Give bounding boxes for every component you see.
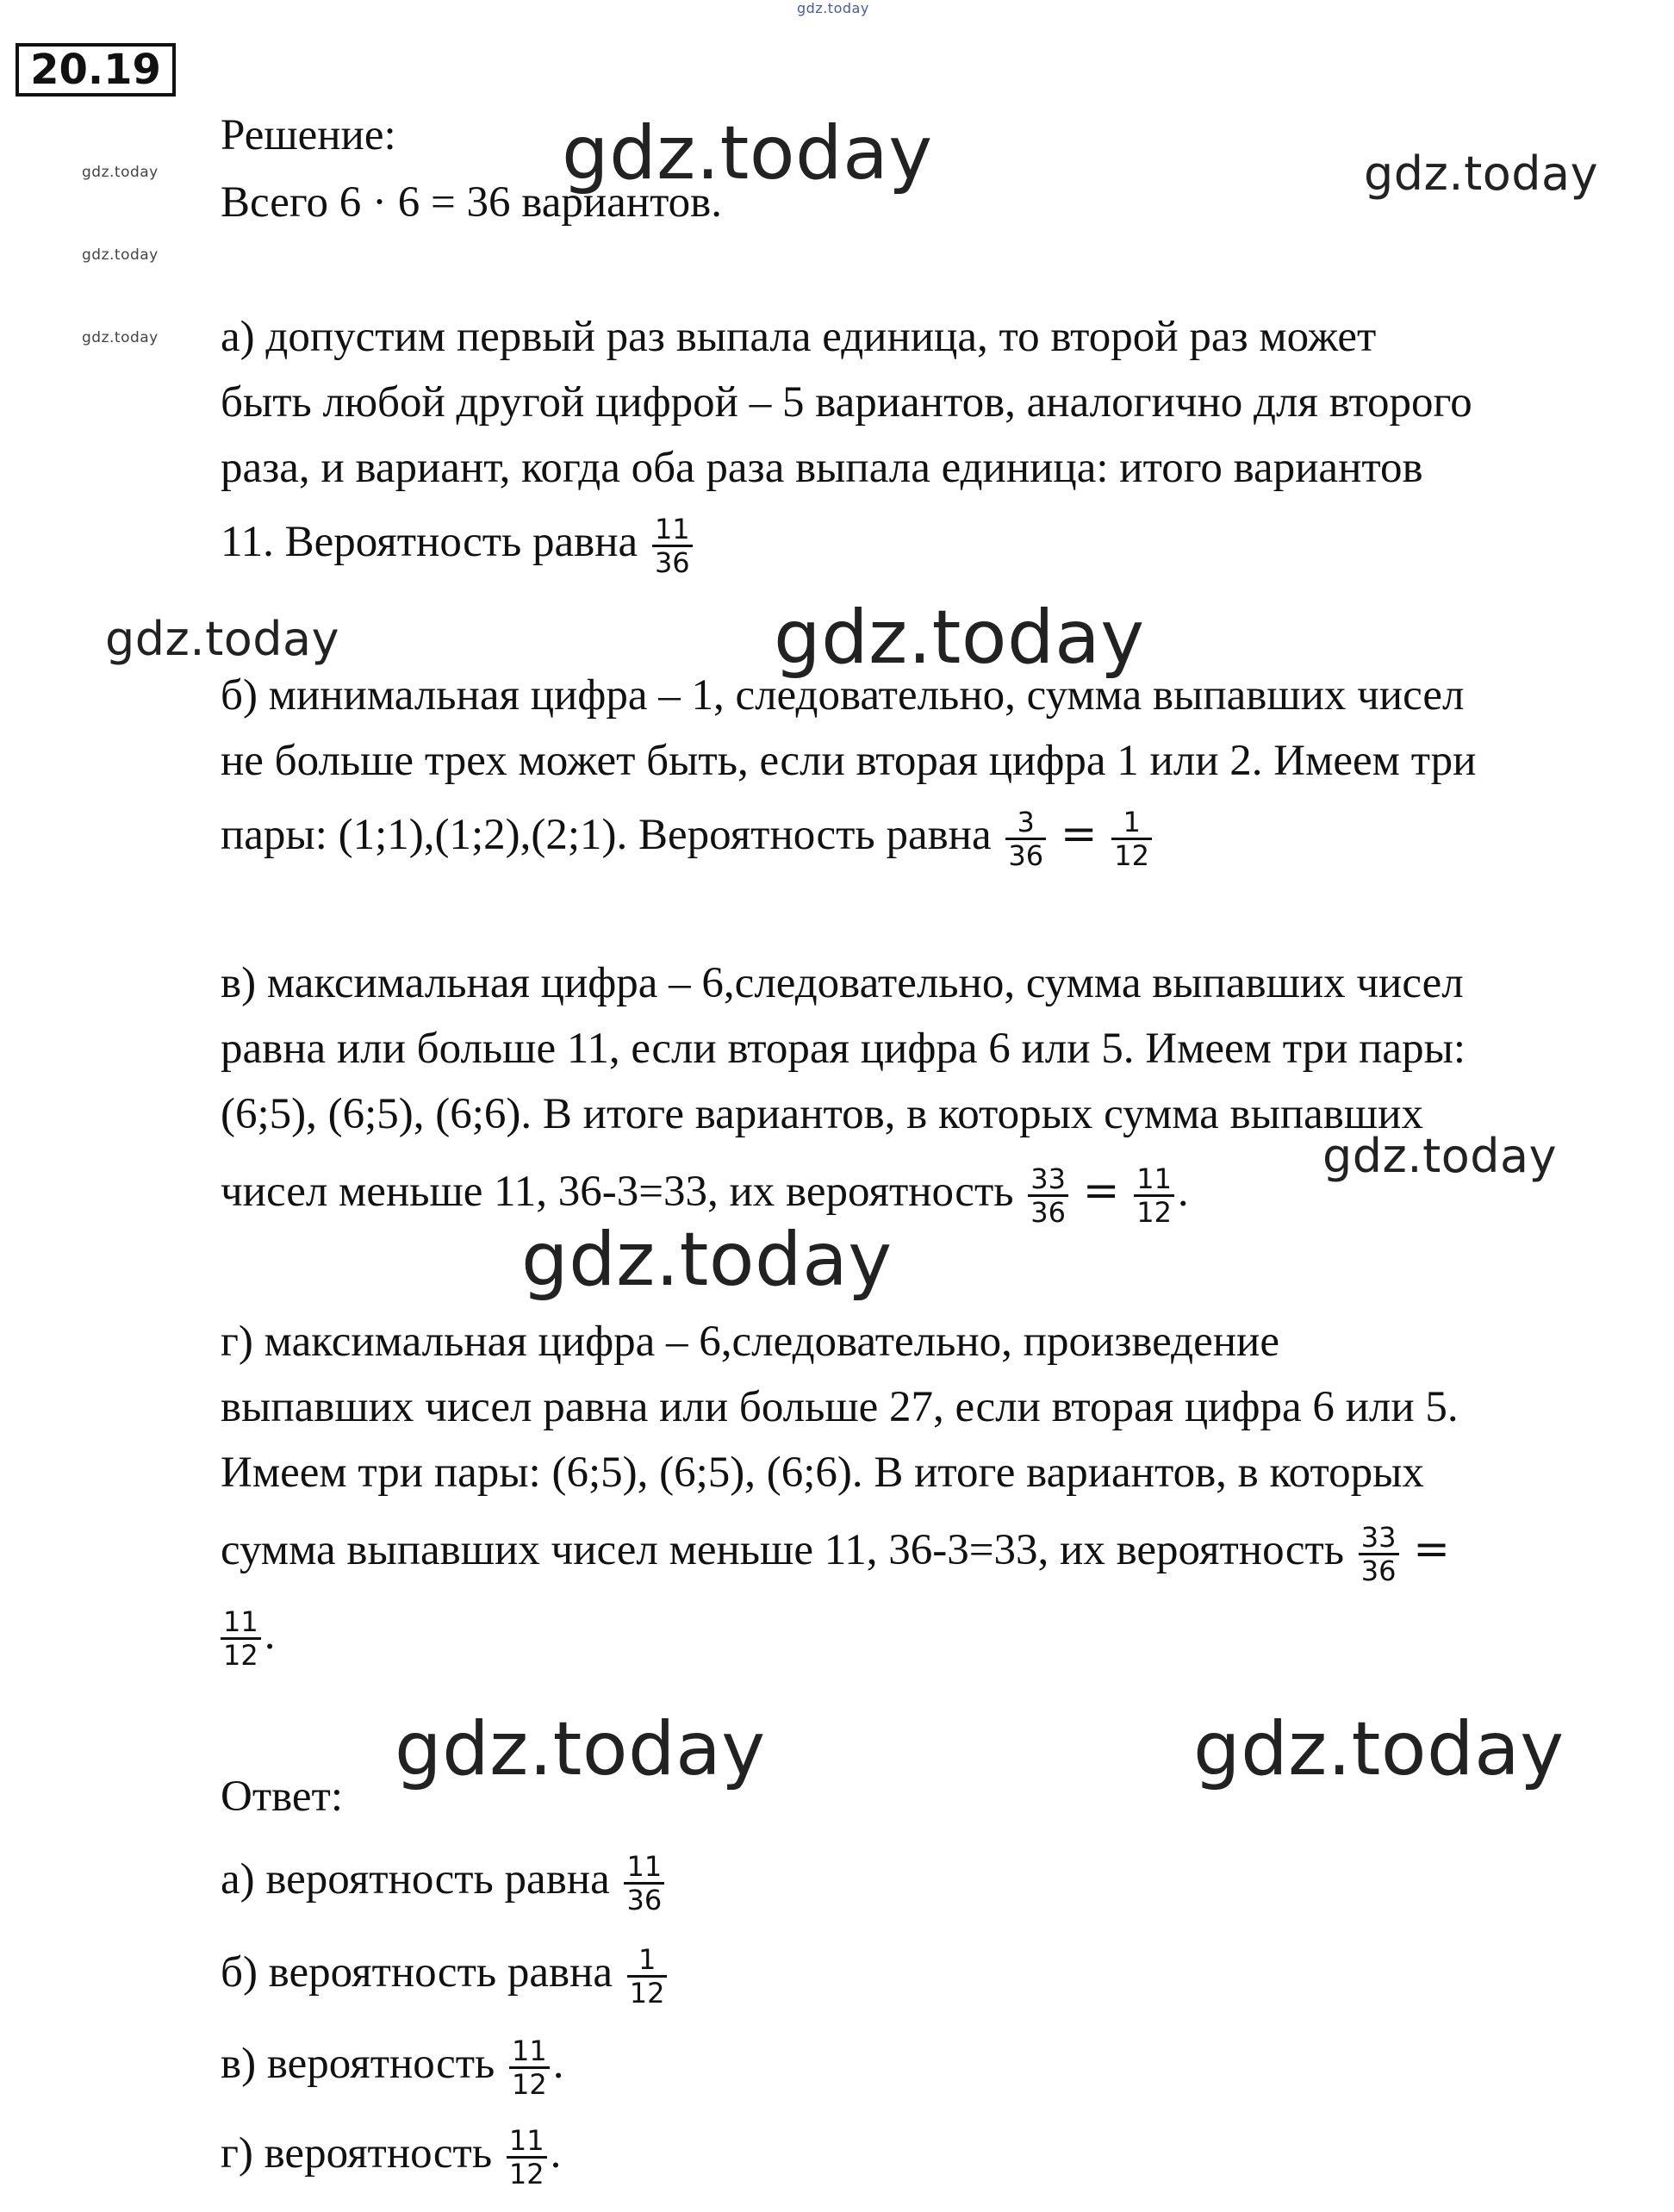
part-b-text: пары: (1;1),(1;2),(2;1). Вероятность равна [221, 811, 992, 860]
equals-sign: = [1413, 1524, 1450, 1576]
watermark-5: gdz.today [1322, 1129, 1558, 1183]
part-b-line-3 [221, 807, 1155, 871]
watermark-small-2: gdz.today [82, 246, 159, 264]
frac-denominator: 12 [509, 2066, 550, 2100]
frac-numerator: 11 [654, 513, 690, 545]
watermark-6: gdz.today [521, 1217, 893, 1303]
part-b-line-2: не больше трех может быть, если вторая цифра 1 или 2. Имеем три [221, 737, 1477, 785]
answer-a [221, 1851, 668, 1916]
part-d-line-1: г) максимальная цифра – 6,следовательно, произведение [221, 1318, 1279, 1366]
answer-b-fraction [627, 1944, 668, 2009]
frac-numerator: 11 [626, 1850, 663, 1883]
part-c-line-4 [221, 1163, 1189, 1228]
frac-denominator: 12 [1111, 838, 1152, 871]
answer-header: Ответ: [221, 1773, 343, 1821]
part-a-line-2: быть любой другой цифрой – 5 вариантов, аналогично для второго [221, 378, 1472, 427]
watermark-3: gdz.today [105, 612, 340, 666]
frac-denominator: 12 [221, 1637, 261, 1671]
answer-c-fraction [509, 2035, 550, 2100]
period: . [264, 1611, 276, 1660]
part-c-line-1: в) максимальная цифра – 6,следовательно, сумма выпавших чисел [221, 959, 1464, 1007]
frac-denominator: 36 [652, 545, 693, 578]
frac-numerator: 11 [508, 2124, 545, 2157]
part-d-line-2: выпавших чисел равна или больше 27, если вторая цифра 6 или 5. [221, 1383, 1459, 1431]
answer-c-text: в) вероятность [221, 2040, 495, 2089]
period: . [550, 2129, 562, 2178]
part-d-line-5 [221, 1606, 275, 1671]
period: . [1177, 1168, 1189, 1217]
part-a-line-3: раза, и вариант, когда оба раза выпала единица: итого вариантов [221, 444, 1423, 492]
part-d-line-4 [221, 1522, 1450, 1586]
watermark-2: gdz.today [1364, 146, 1599, 201]
frac-numerator: 33 [1030, 1162, 1066, 1195]
answer-d [221, 2125, 561, 2190]
answer-d-fraction [507, 2125, 547, 2190]
frac-numerator: 11 [1136, 1162, 1172, 1195]
frac-numerator: 11 [512, 2034, 547, 2067]
watermark-top: gdz.today [797, 0, 869, 16]
part-b-line-1: б) минимальная цифра – 1, следовательно, сумма выпавших чисел [221, 671, 1465, 720]
part-c-fraction-2 [1134, 1163, 1174, 1228]
part-b-fraction-1 [1005, 807, 1046, 871]
watermark-small-3: gdz.today [82, 329, 159, 346]
part-c-line-3: (6;5), (6;5), (6;6). В итоге вариантов, в которых сумма выпавших [221, 1090, 1423, 1138]
frac-numerator: 11 [223, 1605, 258, 1638]
watermark-small-1: gdz.today [82, 164, 159, 181]
part-a-text: 11. Вероятность равна [221, 518, 638, 567]
answer-a-text: а) вероятность равна [221, 1855, 610, 1904]
answer-b-text: б) вероятность равна [221, 1948, 613, 1997]
answer-b [221, 1944, 670, 2009]
total-variants: Всего 6 · 6 = 36 вариантов. [221, 178, 723, 227]
frac-numerator: 1 [1123, 806, 1141, 838]
solution-header: Решение: [221, 111, 396, 159]
watermark-8: gdz.today [1193, 1706, 1565, 1792]
frac-numerator: 33 [1360, 1521, 1397, 1554]
watermark-1: gdz.today [562, 110, 933, 196]
frac-denominator: 12 [627, 1975, 668, 2009]
part-a-fraction [652, 514, 693, 578]
answer-d-text: г) вероятность [221, 2129, 493, 2178]
answer-a-fraction [624, 1851, 664, 1916]
answer-c [221, 2035, 563, 2100]
part-c-text: чисел меньше 11, 36-3=33, их вероятность [221, 1168, 1014, 1217]
part-a-line-1: а) допустим первый раз выпала единица, то второй раз может [221, 313, 1377, 361]
frac-numerator: 3 [1017, 806, 1035, 838]
part-b-fraction-2 [1111, 807, 1152, 871]
watermark-7: gdz.today [395, 1706, 766, 1792]
frac-denominator: 12 [507, 2156, 547, 2190]
frac-denominator: 36 [1028, 1194, 1068, 1228]
watermark-4: gdz.today [774, 595, 1145, 681]
frac-denominator: 36 [624, 1882, 664, 1916]
part-d-line-3: Имеем три пары: (6;5), (6;5), (6;6). В итоге вариантов, в которых [221, 1449, 1424, 1497]
part-c-line-2: равна или больше 11, если вторая цифра 6 или 5. Имеем три пары: [221, 1025, 1466, 1073]
task-number: 20.19 [16, 43, 176, 97]
part-a-line-4 [221, 514, 696, 578]
equals-sign: = [1082, 1166, 1120, 1218]
frac-denominator: 36 [1005, 838, 1046, 871]
frac-denominator: 36 [1359, 1553, 1399, 1586]
frac-denominator: 12 [1134, 1194, 1174, 1228]
frac-numerator: 1 [638, 1943, 657, 1976]
part-d-fraction-2 [221, 1606, 261, 1671]
part-c-fraction-1 [1028, 1163, 1068, 1228]
part-d-fraction-1 [1359, 1522, 1399, 1586]
part-d-text: сумма выпавших чисел меньше 11, 36-3=33, их вероятность [221, 1526, 1345, 1575]
equals-sign: = [1060, 809, 1098, 861]
period: . [552, 2040, 564, 2089]
